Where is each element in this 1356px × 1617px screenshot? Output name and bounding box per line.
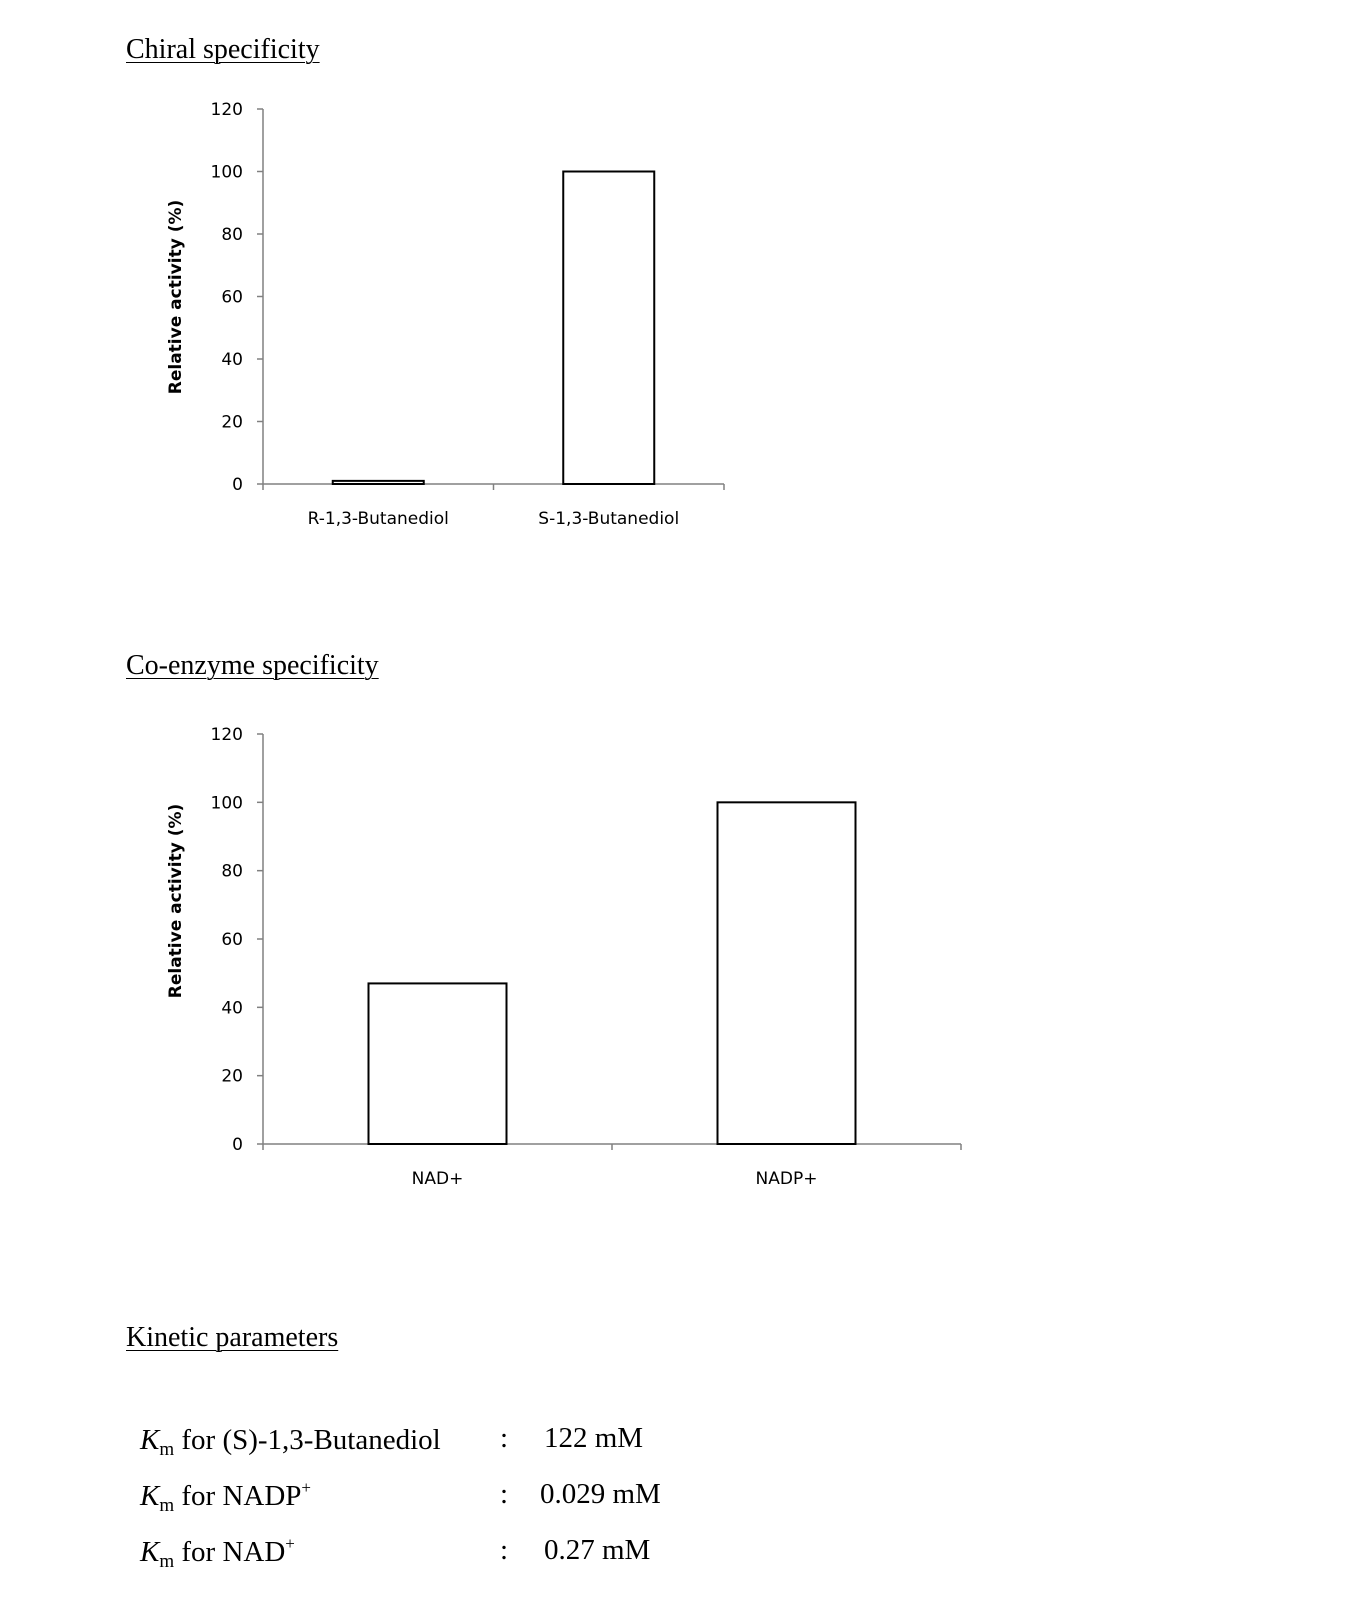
bar bbox=[369, 983, 507, 1144]
y-tick-label: 20 bbox=[221, 412, 243, 433]
kinetic-value: 0.27 mM bbox=[544, 1534, 651, 1566]
y-tick-label: 100 bbox=[210, 793, 243, 814]
kinetic-colon: : bbox=[500, 1478, 509, 1510]
y-axis-title: Relative activity (%) bbox=[166, 199, 186, 395]
kinetic-value: 122 mM bbox=[544, 1422, 644, 1454]
y-tick-label: 80 bbox=[221, 225, 243, 245]
y-tick-label: 40 bbox=[221, 350, 243, 370]
bar bbox=[718, 802, 856, 1144]
y-tick-label: 120 bbox=[210, 725, 243, 745]
bar bbox=[333, 481, 424, 484]
y-tick-label: 100 bbox=[210, 162, 243, 183]
y-tick-label: 60 bbox=[221, 930, 243, 950]
y-tick-label: 80 bbox=[221, 861, 243, 882]
x-category-label: NAD+ bbox=[411, 1169, 464, 1189]
y-tick-label: 20 bbox=[221, 1066, 243, 1087]
x-category-label: S-1,3-Butanediol bbox=[538, 509, 680, 529]
kinetic-colon: : bbox=[500, 1422, 509, 1454]
x-category-label: R-1,3-Butanediol bbox=[307, 509, 449, 529]
y-axis-title: Relative activity (%) bbox=[166, 803, 186, 999]
kinetic-label: $K_m$ for NADP+ bbox=[140, 1478, 311, 1516]
kinetic-colon: : bbox=[500, 1534, 509, 1566]
y-tick-label: 0 bbox=[232, 475, 243, 495]
y-tick-label: 0 bbox=[232, 1135, 243, 1155]
chiral-chart bbox=[0, 0, 1356, 560]
chiral-heading: Chiral specificity bbox=[126, 34, 320, 65]
bar bbox=[563, 172, 654, 485]
kinetic-label: $K_m$ for NAD+ bbox=[140, 1534, 295, 1572]
kinetic-heading: Kinetic parameters bbox=[126, 1322, 339, 1353]
kinetic-label: $K_m$ for (S)-1,3-Butanediol bbox=[140, 1424, 441, 1460]
y-tick-label: 60 bbox=[221, 287, 243, 308]
kinetic-value: 0.029 mM bbox=[540, 1478, 661, 1510]
y-tick-label: 120 bbox=[210, 100, 243, 120]
y-tick-label: 40 bbox=[221, 998, 243, 1019]
x-category-label: NADP+ bbox=[755, 1169, 818, 1189]
coenzyme-chart bbox=[0, 600, 1356, 1220]
coenzyme-heading: Co-enzyme specificity bbox=[126, 650, 379, 681]
